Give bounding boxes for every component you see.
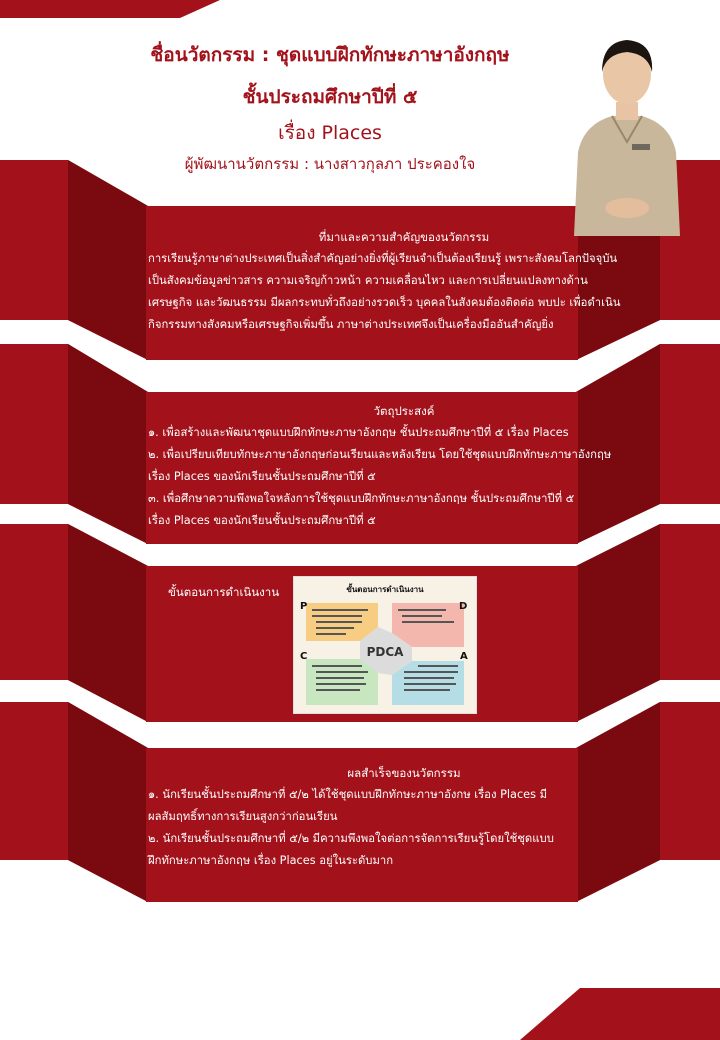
results-heading: ผลสำเร็จของนวัตกรรม: [347, 766, 461, 780]
background-line: เศรษฐกิจ และวัฒนธรรม มีผลกระทบทั่วถึงอย่างรวดเร็ว บุคคลในสังคมต้องติดต่อ พบปะ เพื่อดำเนิน: [148, 296, 621, 309]
objectives-heading: วัตถุประสงค์: [373, 404, 435, 418]
topic-title: เรื่อง Places: [278, 122, 382, 144]
band-3-right-shadow: [576, 524, 660, 722]
pdca-letter-p: P: [300, 601, 308, 612]
result-line: ๒. นักเรียนชั้นประถมศึกษาที่ ๕/๒ มีความพึงพอใจต่อการจัดการเรียนรู้โดยใช้ชุดแบบ: [148, 832, 554, 845]
corner-strip-bottom: [520, 988, 720, 1040]
band-1-left-shadow: [68, 160, 148, 360]
pdca-letter-c: C: [300, 651, 308, 662]
background-line: กิจกรรมทางสังคมหรือเศรษฐกิจเพิ่มขึ้น ภาษาต่างประเทศจึงเป็นเครื่องมืออันสำคัญยิ่ง: [148, 318, 554, 331]
developer-name: ผู้พัฒนานวัตกรรม : นางสาวกุลภา ประคองใจ: [184, 155, 476, 173]
objective-line: เรื่อง Places ของนักเรียนชั้นประถมศึกษาปีที่ ๕: [148, 470, 376, 483]
result-line: ๑. นักเรียนชั้นประถมศึกษาที่ ๕/๒ ได้ใช้ชุดแบบฝึกทักษะภาษาอังกษ เรื่อง Places มี: [148, 788, 548, 801]
grade-level: ชั้นประถมศึกษาปีที่ ๕: [242, 86, 418, 108]
objectives-section: [148, 400, 660, 532]
innovation-title: ชื่อนวัตกรรม : ชุดแบบฝึกทักษะภาษาอังกฤษ: [150, 44, 510, 66]
pdca-letter-d: D: [459, 601, 468, 612]
objective-line: ๒. เพื่อเปรียบเทียบทักษะภาษาอังกฤษก่อนเรียนและหลังเรียน โดยใช้ชุดแบบฝึกทักษะภาษาอังกฤษ: [148, 448, 612, 461]
process-label: ขั้นตอนการดำเนินงาน: [168, 585, 280, 599]
results-section: [148, 762, 660, 872]
pdca-letter-a: A: [460, 651, 468, 662]
background-heading: ที่มาและความสำคัญของนวัตกรรม: [318, 230, 490, 244]
result-line: ผลสัมฤทธิ์ทางการเรียนสูงกว่าก่อนเรียน: [148, 810, 338, 823]
background-line: การเรียนรู้ภาษาต่างประเทศเป็นสิ่งสำคัญอย่างยิ่งที่ผู้เรียนจำเป็นต้องเรียนรู้ เพราะสังคมโลกปัจจุบัน: [148, 252, 618, 265]
objective-line: ๑. เพื่อสร้างและพัฒนาชุดแบบฝึกทักษะภาษาอังกฤษ ชั้นประถมศึกษาปีที่ ๕ เรื่อง Places: [148, 426, 569, 439]
background-line: เป็นสังคมข้อมูลข่าวสาร ความเจริญก้าวหน้า ความเคลื่อนไหว และการเปลี่ยนแปลงทางด้าน: [148, 274, 588, 287]
band-4-left-shadow: [68, 702, 148, 902]
band-2-left-shadow: [68, 344, 148, 544]
result-line: ฝึกทักษะภาษาอังกฤษ เรื่อง Places อยู่ในระดับมาก: [148, 854, 394, 867]
corner-strip-top: [0, 0, 220, 18]
pdca-diagram-title: ขั้นตอนการดำเนินงาน: [346, 585, 424, 594]
pdca-center-label: PDCA: [366, 645, 404, 659]
objective-line: ๓. เพื่อศึกษาความพึงพอใจหลังการใช้ชุดแบบฝึกทักษะภาษาอังกฤษ ชั้นประถมศึกษาปีที่ ๕: [148, 492, 575, 505]
pdca-diagram: [293, 576, 477, 714]
background-section: [148, 226, 660, 336]
band-3-left-shadow: [68, 524, 148, 722]
teacher-portrait: [564, 32, 690, 236]
objective-line: เรื่อง Places ของนักเรียนชั้นประถมศึกษาปีที่ ๕: [148, 514, 376, 527]
